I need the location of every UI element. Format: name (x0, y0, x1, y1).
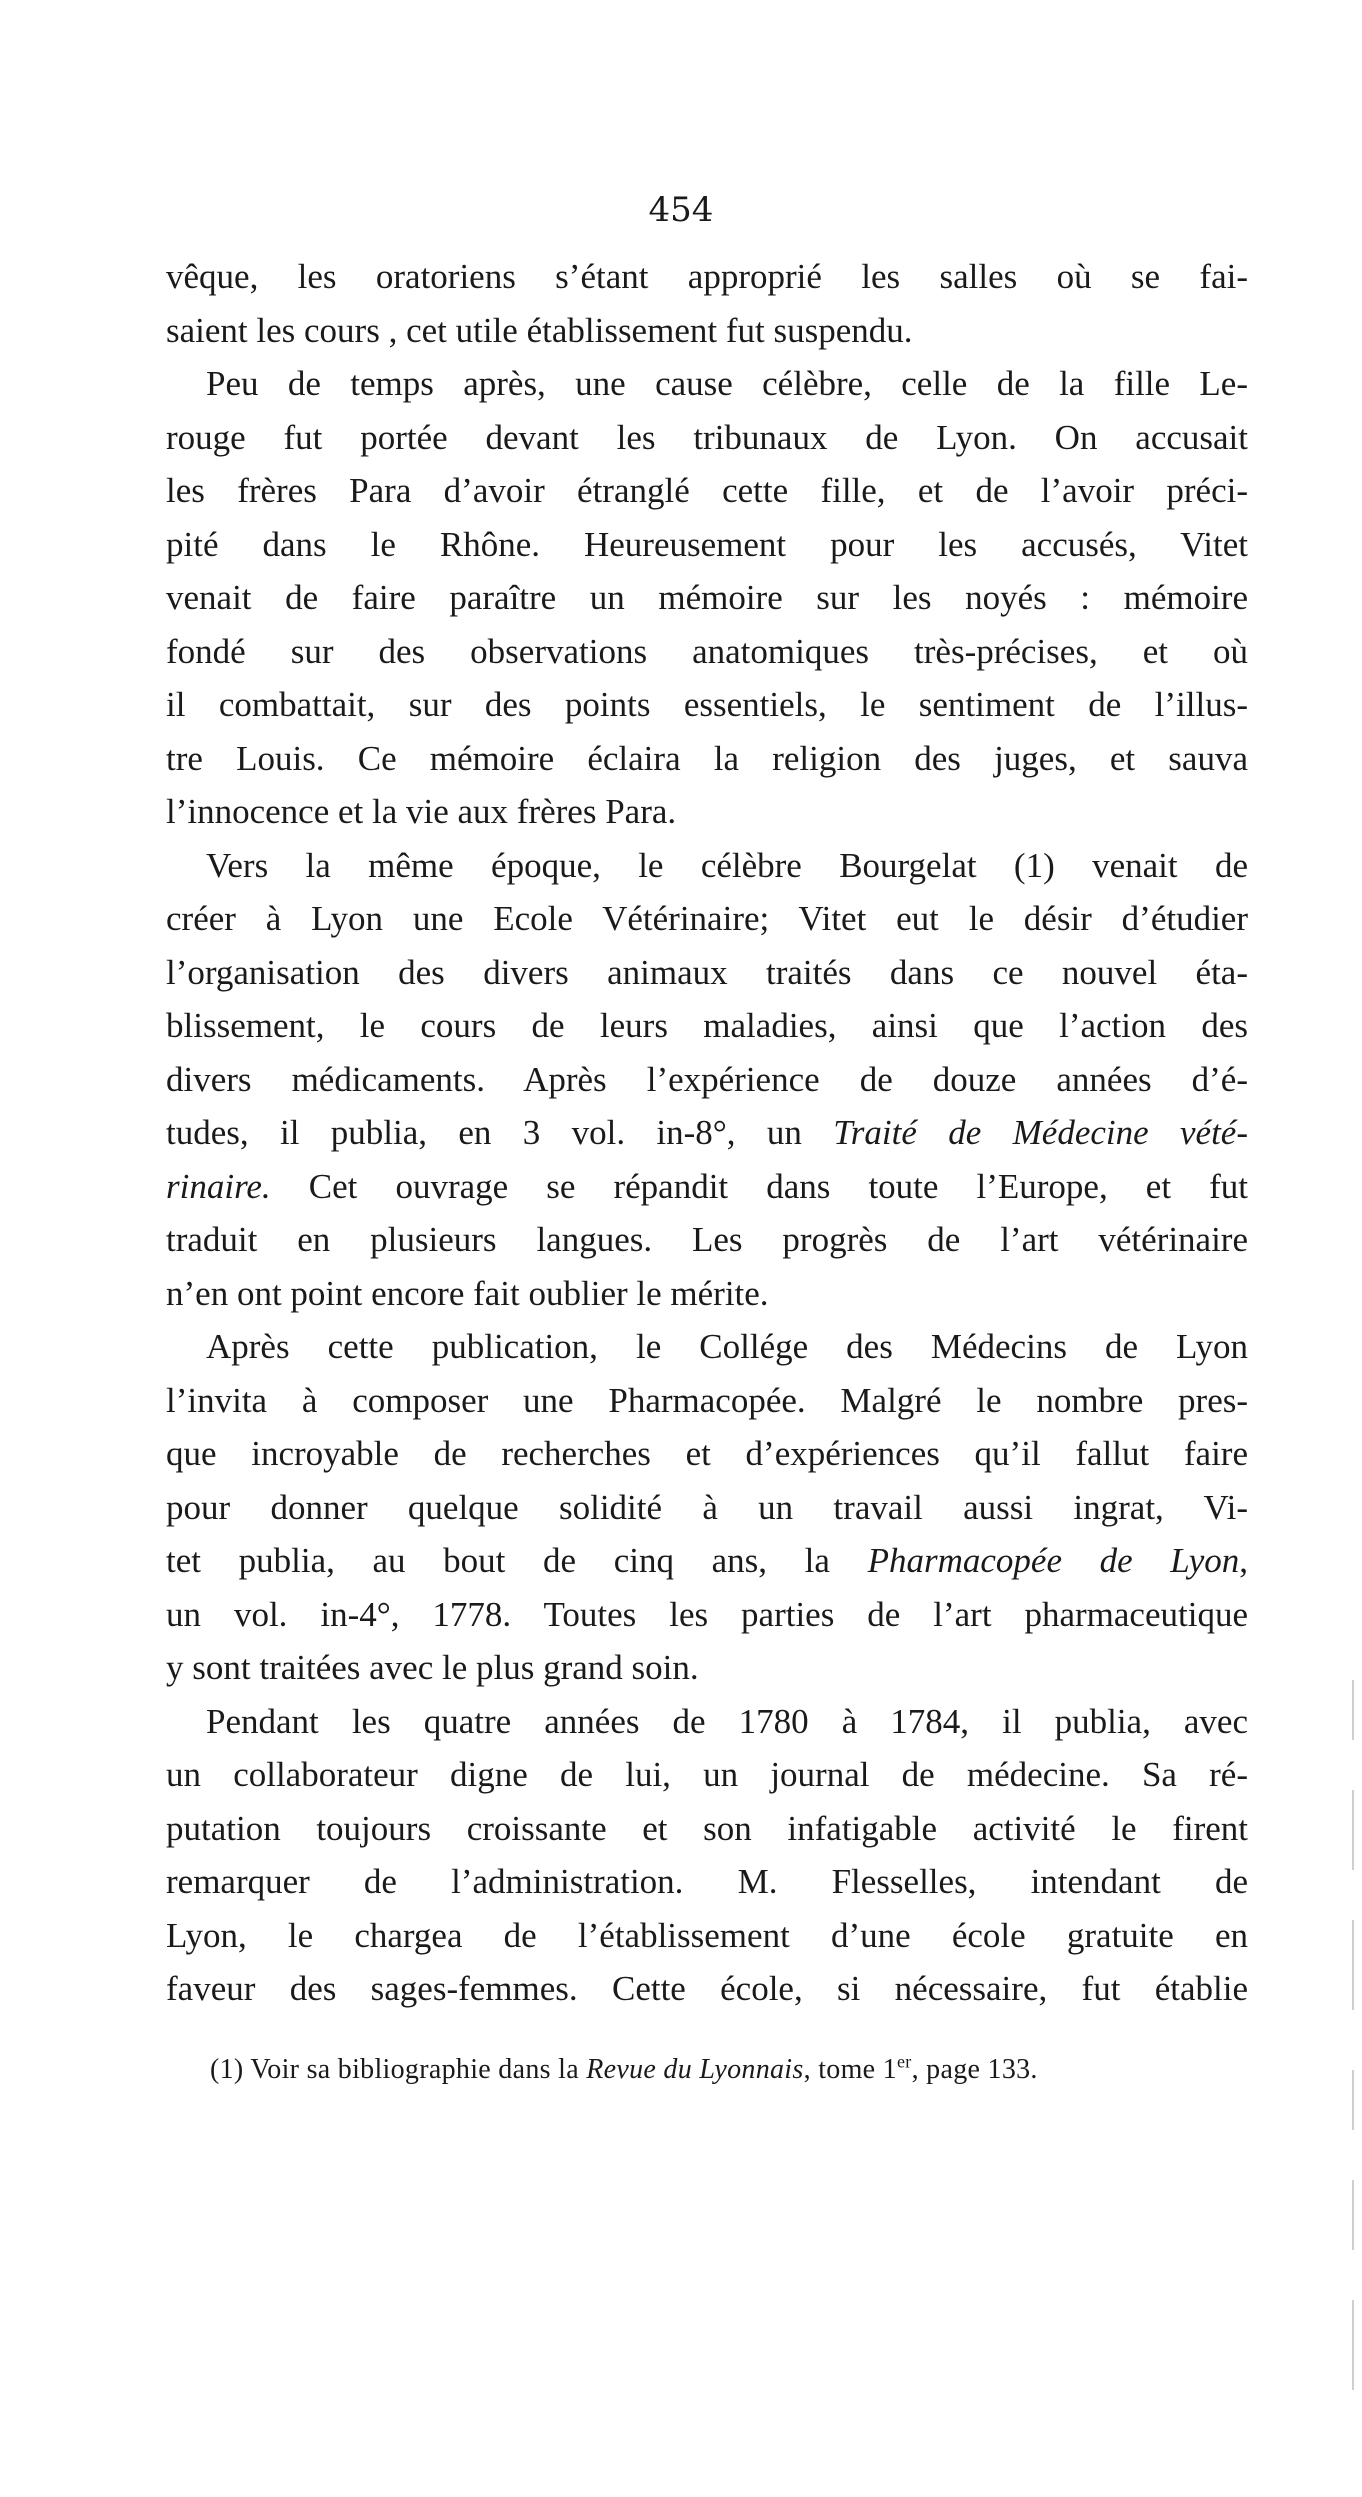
text-line: l’invita à composer une Pharmacopée. Malgré le nombre pres- (166, 1380, 1248, 1420)
scan-margin-mark (1352, 2300, 1354, 2390)
footnote-journal-title: Revue du Lyonnais (586, 2054, 804, 2085)
text-line: remarquer de l’administration. M. Flesselles, intendant de (166, 1862, 1248, 1901)
text-line: putation toujours croissante et son infatigable activité le firent (166, 1808, 1248, 1848)
footnote-tome: , tome 1 (803, 2054, 897, 2085)
paragraph-5 (166, 1695, 1248, 2016)
text-line: divers médicaments. Après l’expérience de douze années d’é- (166, 1059, 1248, 1099)
text-line: il combattait, sur des points essentiels, le sentiment de l’illus- (166, 685, 1248, 724)
footnote-text: Voir sa bibliographie dans la (250, 2054, 579, 2085)
scan-margin-mark (1352, 2180, 1354, 2250)
text-line: venait de faire paraître un mémoire sur les noyés : mémoire (166, 578, 1248, 617)
text-line: pité dans le Rhône. Heureusement pour les accusés, Vitet (166, 524, 1248, 564)
text-line: tudes, il publia, en 3 vol. in-8°, un Traité de Médecine vété- (166, 1113, 1248, 1152)
text-line: fondé sur des observations anatomiques très-précises, et où (166, 631, 1248, 671)
paragraph-3 (166, 839, 1248, 1321)
text-line: Après cette publication, le Collége des Médecins de Lyon (206, 1327, 1248, 1366)
paragraph-2 (166, 357, 1248, 839)
text-line: un vol. in-4°, 1778. Toutes les parties de l’art pharmaceutique (166, 1594, 1248, 1634)
footnote (210, 2052, 1250, 2088)
paragraph-4 (166, 1320, 1248, 1695)
text-line: les frères Para d’avoir étranglé cette fille, et de l’avoir préci- (166, 471, 1248, 510)
scan-margin-mark (1352, 1920, 1354, 2010)
text-line: l’organisation des divers animaux traités dans ce nouvel éta- (166, 952, 1248, 992)
text-line: n’en ont point encore fait oublier le mérite. (166, 1273, 769, 1313)
text-line: l’innocence et la vie aux frères Para. (166, 792, 677, 831)
text-line: rinaire. Cet ouvrage se répandit dans toute l’Europe, et fut (166, 1166, 1248, 1206)
text-line: Pendant les quatre années de 1780 à 1784, il publia, avec (206, 1701, 1248, 1741)
text-line: vêque, les oratoriens s’étant approprié les salles où se fai- (166, 257, 1248, 296)
text-line: saient les cours , cet utile établissement fut suspendu. (166, 310, 913, 350)
scan-margin-mark (1352, 1680, 1354, 1740)
text-line: tre Louis. Ce mémoire éclaira la religion des juges, et sauva (166, 738, 1248, 778)
text-line: tet publia, au bout de cinq ans, la Pharmacopée de Lyon, (166, 1541, 1249, 1580)
text-line: traduit en plusieurs langues. Les progrès de l’art vétérinaire (166, 1220, 1248, 1259)
footnote-marker: (1) (210, 2054, 244, 2085)
scan-margin-mark (1352, 1790, 1354, 1870)
text-line: un collaborateur digne de lui, un journal de médecine. Sa ré- (166, 1755, 1248, 1794)
text-line: Peu de temps après, une cause célèbre, celle de la fille Le- (206, 364, 1248, 403)
text-line: y sont traitées avec le plus grand soin. (166, 1648, 699, 1687)
text-line: Lyon, le chargea de l’établissement d’une école gratuite en (166, 1915, 1248, 1955)
text-line: rouge fut portée devant les tribunaux de Lyon. On accusait (166, 417, 1248, 457)
paragraph-1 (166, 250, 1248, 357)
text-line: que incroyable de recherches et d’expériences qu’il fallut faire (166, 1434, 1248, 1473)
page-number: 454 (648, 190, 714, 230)
text-line: pour donner quelque solidité à un travail aussi ingrat, Vi- (166, 1487, 1248, 1527)
scan-margin-mark (1352, 2070, 1354, 2130)
text-line: Vers la même époque, le célèbre Bourgelat (1) venait de (206, 845, 1248, 885)
text-line: faveur des sages-femmes. Cette école, si nécessaire, fut établie (166, 1969, 1248, 2008)
footnote-page-ref: , page 133. (911, 2054, 1038, 2085)
footnote-superscript: er (896, 2051, 912, 2072)
text-line: blissement, le cours de leurs maladies, ainsi que l’action des (166, 1006, 1248, 1045)
text-line: créer à Lyon une Ecole Vétérinaire; Vitet eut le désir d’étudier (166, 899, 1248, 938)
body-text (166, 250, 1248, 2016)
